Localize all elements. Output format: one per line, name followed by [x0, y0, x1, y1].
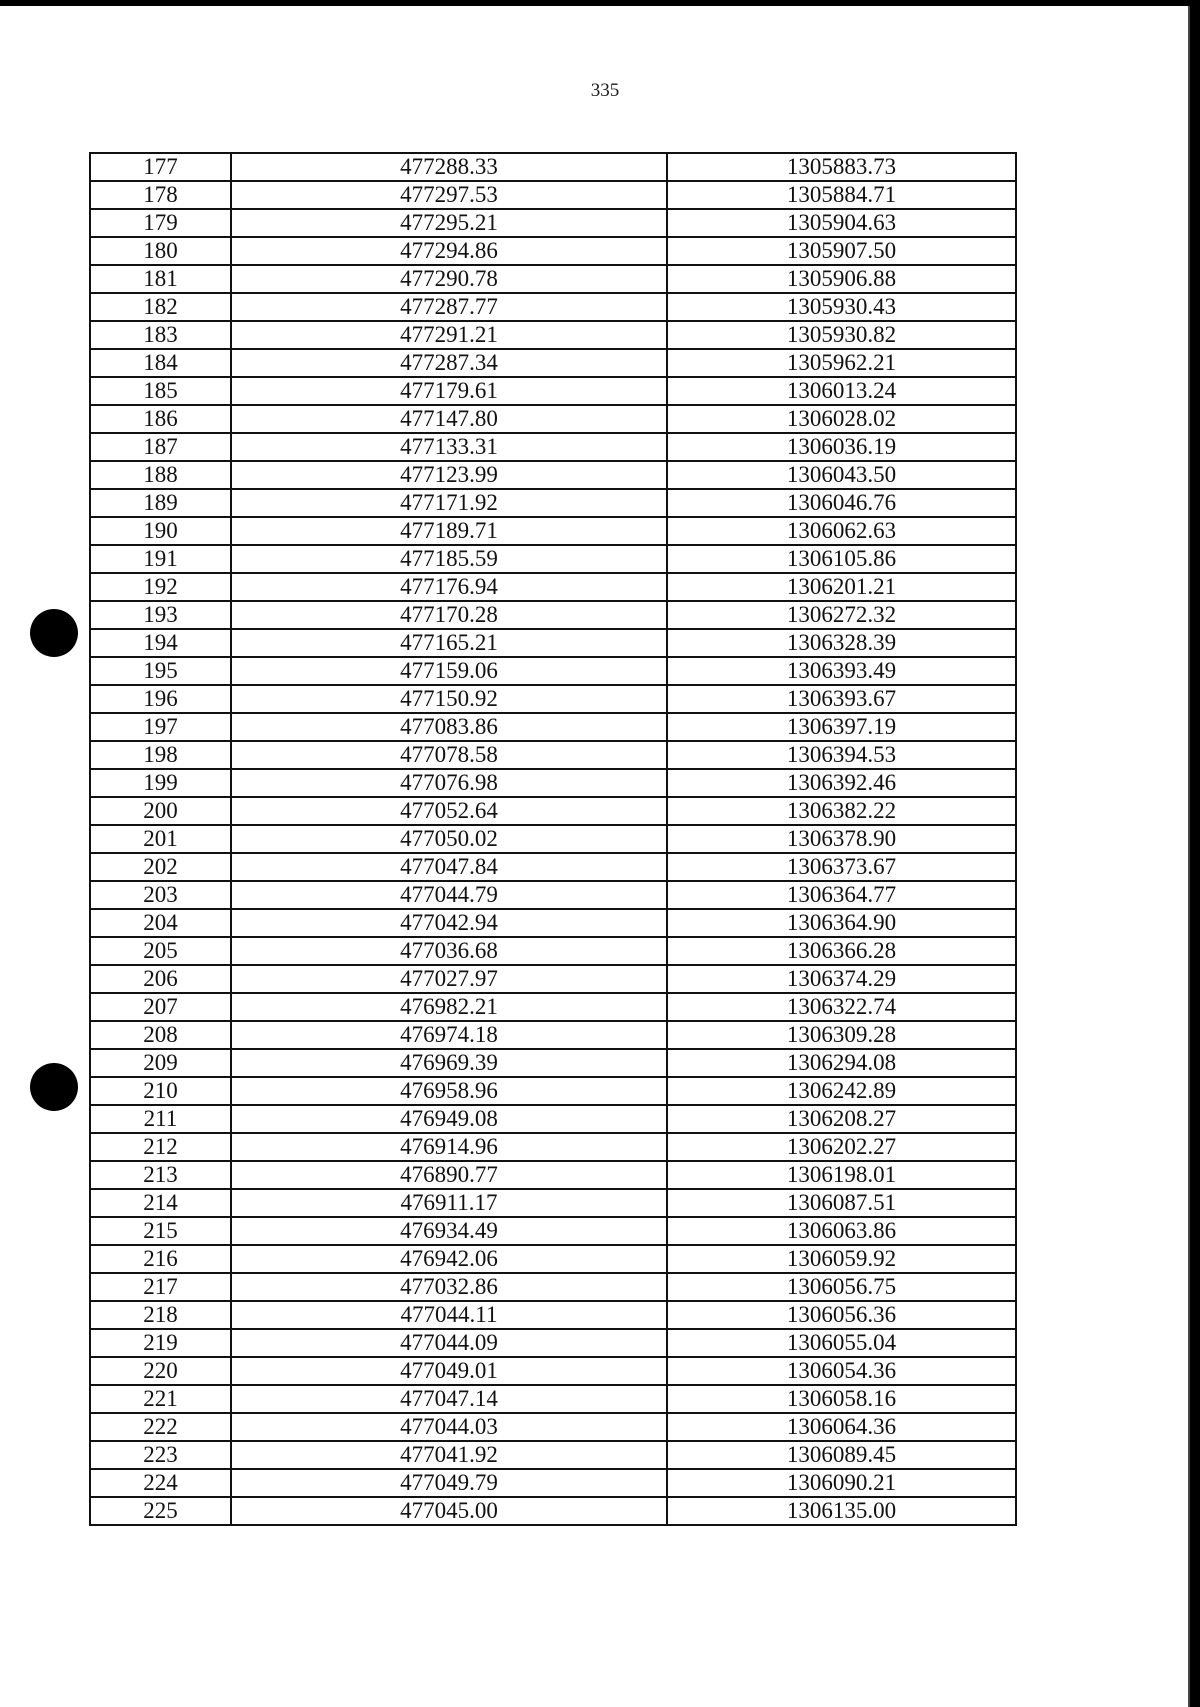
x-coordinate-cell: 477150.92	[231, 685, 667, 713]
table-row	[90, 993, 1016, 1021]
x-coordinate-cell: 477044.79	[231, 881, 667, 909]
y-coordinate-cell: 1306392.46	[667, 769, 1016, 797]
table-row	[90, 1077, 1016, 1105]
point-number-cell: 221	[90, 1385, 231, 1413]
x-coordinate-cell: 476942.06	[231, 1245, 667, 1273]
point-number-cell: 209	[90, 1049, 231, 1077]
table-row	[90, 1385, 1016, 1413]
x-coordinate-cell: 477050.02	[231, 825, 667, 853]
y-coordinate-cell: 1305906.88	[667, 265, 1016, 293]
x-coordinate-cell: 477170.28	[231, 601, 667, 629]
point-number-cell: 201	[90, 825, 231, 853]
x-coordinate-cell: 477189.71	[231, 517, 667, 545]
x-coordinate-cell: 477133.31	[231, 433, 667, 461]
y-coordinate-cell: 1306201.21	[667, 573, 1016, 601]
x-coordinate-cell: 477049.01	[231, 1357, 667, 1385]
table-row	[90, 1357, 1016, 1385]
y-coordinate-cell: 1306036.19	[667, 433, 1016, 461]
y-coordinate-cell: 1306393.49	[667, 657, 1016, 685]
x-coordinate-cell: 477076.98	[231, 769, 667, 797]
x-coordinate-cell: 477027.97	[231, 965, 667, 993]
table-row	[90, 377, 1016, 405]
y-coordinate-cell: 1305962.21	[667, 349, 1016, 377]
point-number-cell: 200	[90, 797, 231, 825]
x-coordinate-cell: 477044.11	[231, 1301, 667, 1329]
y-coordinate-cell: 1306294.08	[667, 1049, 1016, 1077]
y-coordinate-cell: 1305907.50	[667, 237, 1016, 265]
point-number-cell: 182	[90, 293, 231, 321]
page-edge	[1188, 6, 1190, 1707]
x-coordinate-cell: 476949.08	[231, 1105, 667, 1133]
y-coordinate-cell: 1306043.50	[667, 461, 1016, 489]
x-coordinate-cell: 476958.96	[231, 1077, 667, 1105]
point-number-cell: 188	[90, 461, 231, 489]
y-coordinate-cell: 1306059.92	[667, 1245, 1016, 1273]
x-coordinate-cell: 477041.92	[231, 1441, 667, 1469]
y-coordinate-cell: 1306063.86	[667, 1217, 1016, 1245]
point-number-cell: 211	[90, 1105, 231, 1133]
table-row	[90, 1413, 1016, 1441]
point-number-cell: 189	[90, 489, 231, 517]
point-number-cell: 187	[90, 433, 231, 461]
y-coordinate-cell: 1306135.00	[667, 1497, 1016, 1525]
table-row	[90, 265, 1016, 293]
x-coordinate-cell: 477047.84	[231, 853, 667, 881]
table-row	[90, 237, 1016, 265]
y-coordinate-cell: 1306393.67	[667, 685, 1016, 713]
x-coordinate-cell: 476969.39	[231, 1049, 667, 1077]
table-row	[90, 741, 1016, 769]
y-coordinate-cell: 1306364.90	[667, 909, 1016, 937]
y-coordinate-cell: 1306105.86	[667, 545, 1016, 573]
x-coordinate-cell: 477049.79	[231, 1469, 667, 1497]
y-coordinate-cell: 1306058.16	[667, 1385, 1016, 1413]
y-coordinate-cell: 1306198.01	[667, 1161, 1016, 1189]
table-row	[90, 629, 1016, 657]
x-coordinate-cell: 477045.00	[231, 1497, 667, 1525]
y-coordinate-cell: 1305904.63	[667, 209, 1016, 237]
y-coordinate-cell: 1306364.77	[667, 881, 1016, 909]
point-number-cell: 186	[90, 405, 231, 433]
point-number-cell: 223	[90, 1441, 231, 1469]
point-number-cell: 180	[90, 237, 231, 265]
table-row	[90, 405, 1016, 433]
point-number-cell: 216	[90, 1245, 231, 1273]
x-coordinate-cell: 477290.78	[231, 265, 667, 293]
table-row	[90, 1133, 1016, 1161]
x-coordinate-cell: 477291.21	[231, 321, 667, 349]
x-coordinate-cell: 477044.03	[231, 1413, 667, 1441]
table-row	[90, 1105, 1016, 1133]
y-coordinate-cell: 1306089.45	[667, 1441, 1016, 1469]
point-number-cell: 184	[90, 349, 231, 377]
point-number-cell: 210	[90, 1077, 231, 1105]
point-number-cell: 192	[90, 573, 231, 601]
y-coordinate-cell: 1306046.76	[667, 489, 1016, 517]
table-row	[90, 657, 1016, 685]
x-coordinate-cell: 476914.96	[231, 1133, 667, 1161]
point-number-cell: 183	[90, 321, 231, 349]
y-coordinate-cell: 1306397.19	[667, 713, 1016, 741]
point-number-cell: 193	[90, 601, 231, 629]
x-coordinate-cell: 477288.33	[231, 153, 667, 181]
point-number-cell: 224	[90, 1469, 231, 1497]
coordinates-table	[89, 152, 1017, 1526]
point-number-cell: 195	[90, 657, 231, 685]
y-coordinate-cell: 1306382.22	[667, 797, 1016, 825]
table-row	[90, 601, 1016, 629]
y-coordinate-cell: 1305930.82	[667, 321, 1016, 349]
point-number-cell: 215	[90, 1217, 231, 1245]
x-coordinate-cell: 477179.61	[231, 377, 667, 405]
table-row	[90, 489, 1016, 517]
point-number-cell: 185	[90, 377, 231, 405]
table-row	[90, 1329, 1016, 1357]
point-number-cell: 218	[90, 1301, 231, 1329]
table-row	[90, 181, 1016, 209]
x-coordinate-cell: 477036.68	[231, 937, 667, 965]
table-row	[90, 1021, 1016, 1049]
point-number-cell: 207	[90, 993, 231, 1021]
point-number-cell: 198	[90, 741, 231, 769]
point-number-cell: 177	[90, 153, 231, 181]
y-coordinate-cell: 1306373.67	[667, 853, 1016, 881]
y-coordinate-cell: 1306208.27	[667, 1105, 1016, 1133]
point-number-cell: 191	[90, 545, 231, 573]
point-number-cell: 220	[90, 1357, 231, 1385]
x-coordinate-cell: 477147.80	[231, 405, 667, 433]
y-coordinate-cell: 1306309.28	[667, 1021, 1016, 1049]
x-coordinate-cell: 477297.53	[231, 181, 667, 209]
point-number-cell: 219	[90, 1329, 231, 1357]
y-coordinate-cell: 1306064.36	[667, 1413, 1016, 1441]
table-row	[90, 1273, 1016, 1301]
point-number-cell: 208	[90, 1021, 231, 1049]
y-coordinate-cell: 1306242.89	[667, 1077, 1016, 1105]
y-coordinate-cell: 1305883.73	[667, 153, 1016, 181]
point-number-cell: 222	[90, 1413, 231, 1441]
point-number-cell: 178	[90, 181, 231, 209]
table-row	[90, 1189, 1016, 1217]
table-row	[90, 1245, 1016, 1273]
table-row	[90, 685, 1016, 713]
table-body	[90, 153, 1016, 1525]
y-coordinate-cell: 1306087.51	[667, 1189, 1016, 1217]
y-coordinate-cell: 1306322.74	[667, 993, 1016, 1021]
point-number-cell: 181	[90, 265, 231, 293]
page-number: 335	[590, 80, 620, 101]
point-number-cell: 179	[90, 209, 231, 237]
table-row	[90, 293, 1016, 321]
y-coordinate-cell: 1306028.02	[667, 405, 1016, 433]
point-number-cell: 225	[90, 1497, 231, 1525]
point-number-cell: 196	[90, 685, 231, 713]
point-number-cell: 197	[90, 713, 231, 741]
y-coordinate-cell: 1306378.90	[667, 825, 1016, 853]
table-row	[90, 573, 1016, 601]
point-number-cell: 206	[90, 965, 231, 993]
table-row	[90, 1217, 1016, 1245]
table-row	[90, 1469, 1016, 1497]
point-number-cell: 213	[90, 1161, 231, 1189]
x-coordinate-cell: 476890.77	[231, 1161, 667, 1189]
punch-hole-icon	[30, 609, 78, 657]
table-row	[90, 321, 1016, 349]
x-coordinate-cell: 477294.86	[231, 237, 667, 265]
table-row	[90, 153, 1016, 181]
table-row	[90, 349, 1016, 377]
x-coordinate-cell: 477123.99	[231, 461, 667, 489]
table-row	[90, 853, 1016, 881]
table-row	[90, 769, 1016, 797]
table-row	[90, 825, 1016, 853]
point-number-cell: 217	[90, 1273, 231, 1301]
x-coordinate-cell: 476934.49	[231, 1217, 667, 1245]
y-coordinate-cell: 1305930.43	[667, 293, 1016, 321]
y-coordinate-cell: 1306056.36	[667, 1301, 1016, 1329]
y-coordinate-cell: 1306054.36	[667, 1357, 1016, 1385]
x-coordinate-cell: 477171.92	[231, 489, 667, 517]
table-row	[90, 909, 1016, 937]
y-coordinate-cell: 1305884.71	[667, 181, 1016, 209]
x-coordinate-cell: 477078.58	[231, 741, 667, 769]
y-coordinate-cell: 1306366.28	[667, 937, 1016, 965]
table-row	[90, 433, 1016, 461]
table-row	[90, 209, 1016, 237]
table-row	[90, 1497, 1016, 1525]
x-coordinate-cell: 477052.64	[231, 797, 667, 825]
table-row	[90, 1049, 1016, 1077]
y-coordinate-cell: 1306090.21	[667, 1469, 1016, 1497]
point-number-cell: 190	[90, 517, 231, 545]
point-number-cell: 194	[90, 629, 231, 657]
x-coordinate-cell: 477185.59	[231, 545, 667, 573]
table-row	[90, 545, 1016, 573]
y-coordinate-cell: 1306013.24	[667, 377, 1016, 405]
y-coordinate-cell: 1306202.27	[667, 1133, 1016, 1161]
table-row	[90, 461, 1016, 489]
x-coordinate-cell: 476911.17	[231, 1189, 667, 1217]
point-number-cell: 199	[90, 769, 231, 797]
x-coordinate-cell: 477032.86	[231, 1273, 667, 1301]
x-coordinate-cell: 477042.94	[231, 909, 667, 937]
table-row	[90, 937, 1016, 965]
x-coordinate-cell: 477165.21	[231, 629, 667, 657]
point-number-cell: 203	[90, 881, 231, 909]
table-row	[90, 965, 1016, 993]
x-coordinate-cell: 477083.86	[231, 713, 667, 741]
y-coordinate-cell: 1306055.04	[667, 1329, 1016, 1357]
table-row	[90, 1441, 1016, 1469]
table-row	[90, 517, 1016, 545]
x-coordinate-cell: 477044.09	[231, 1329, 667, 1357]
point-number-cell: 214	[90, 1189, 231, 1217]
y-coordinate-cell: 1306394.53	[667, 741, 1016, 769]
table-row	[90, 713, 1016, 741]
y-coordinate-cell: 1306272.32	[667, 601, 1016, 629]
table-row	[90, 881, 1016, 909]
point-number-cell: 212	[90, 1133, 231, 1161]
x-coordinate-cell: 477295.21	[231, 209, 667, 237]
punch-hole-icon	[30, 1063, 78, 1111]
x-coordinate-cell: 477159.06	[231, 657, 667, 685]
point-number-cell: 202	[90, 853, 231, 881]
y-coordinate-cell: 1306056.75	[667, 1273, 1016, 1301]
document-page	[0, 6, 1190, 1707]
x-coordinate-cell: 476982.21	[231, 993, 667, 1021]
table-row	[90, 1301, 1016, 1329]
table-row	[90, 797, 1016, 825]
x-coordinate-cell: 477176.94	[231, 573, 667, 601]
x-coordinate-cell: 477047.14	[231, 1385, 667, 1413]
x-coordinate-cell: 477287.34	[231, 349, 667, 377]
point-number-cell: 204	[90, 909, 231, 937]
y-coordinate-cell: 1306062.63	[667, 517, 1016, 545]
x-coordinate-cell: 476974.18	[231, 1021, 667, 1049]
point-number-cell: 205	[90, 937, 231, 965]
table-row	[90, 1161, 1016, 1189]
x-coordinate-cell: 477287.77	[231, 293, 667, 321]
y-coordinate-cell: 1306328.39	[667, 629, 1016, 657]
y-coordinate-cell: 1306374.29	[667, 965, 1016, 993]
